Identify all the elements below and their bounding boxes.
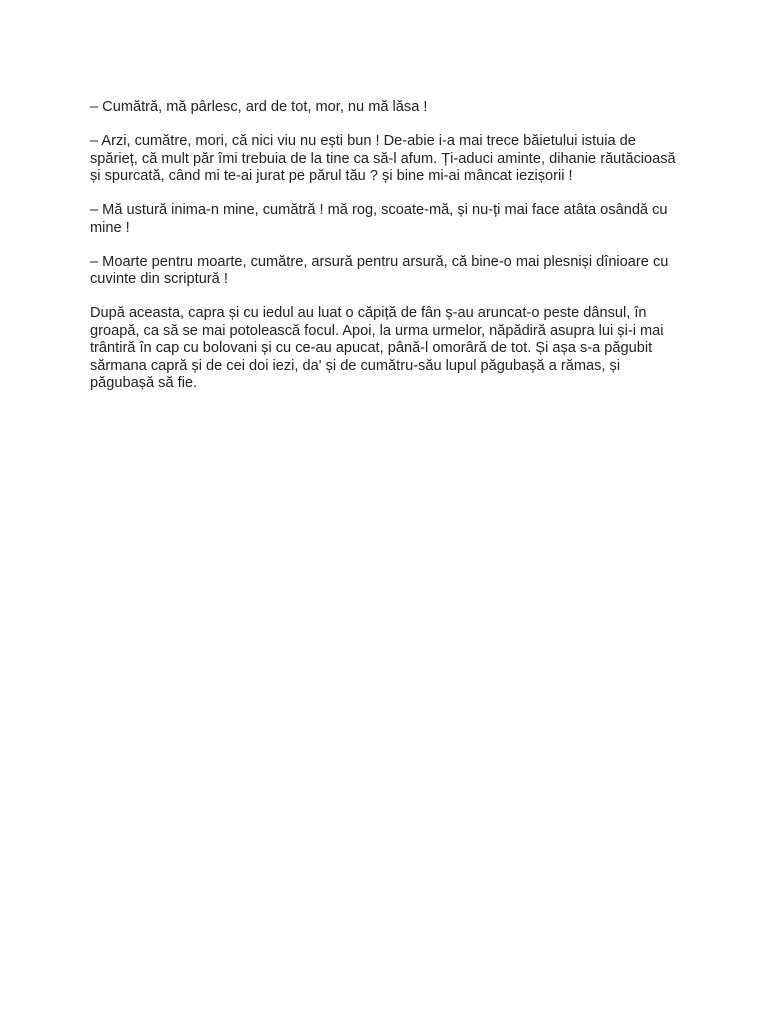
document-body [90,99,680,409]
paragraph-dialogue-wolf-plea: – Cumătră, mă pârlesc, ard de tot, mor, nu mă lăsa ! [90,99,428,115]
paragraph-dialogue-wolf-second-plea: – Mă ustură inima-n mine, cumătră ! mă rog, scoate-mă, și nu-ți mai face atâta osândă cu mine ! [90,202,668,236]
paragraph-dialogue-goat-reply: – Arzi, cumătre, mori, că nici viu nu ești bun ! De-abie i-a mai trece băietului istuia de spărieț, că mult păr îmi trebuia de la tine ca să-l afum. Ți-aduci aminte, dihanie răutăcioasă și spurcată, când mi te-ai jurat pe părul tău ? și bine mi-ai mâncat iezișorii ! [90,133,676,184]
paragraph-dialogue-goat-verdict: – Moarte pentru moarte, cumătre, arsură pentru arsură, că bine-o mai plesniși dînioare cu cuvinte din scriptură ! [90,253,669,287]
paragraph-narration-ending: După aceasta, capra și cu iedul au luat o căpiță de fân ș-au aruncat-o peste dânsul, în groapă, ca să se mai potolească focul. Apoi, la urma urmelor, năpădiră asupra lui și-i mai trântiră în cap cu bolovani și cu ce-au apucat, până-l omorâră de tot. Și așa s-a păgubit sărmana capră și de cei doi iezi, da' și de cumătru-său lupul păgubașă a rămas, și păgubașă să fie. [90,305,664,391]
